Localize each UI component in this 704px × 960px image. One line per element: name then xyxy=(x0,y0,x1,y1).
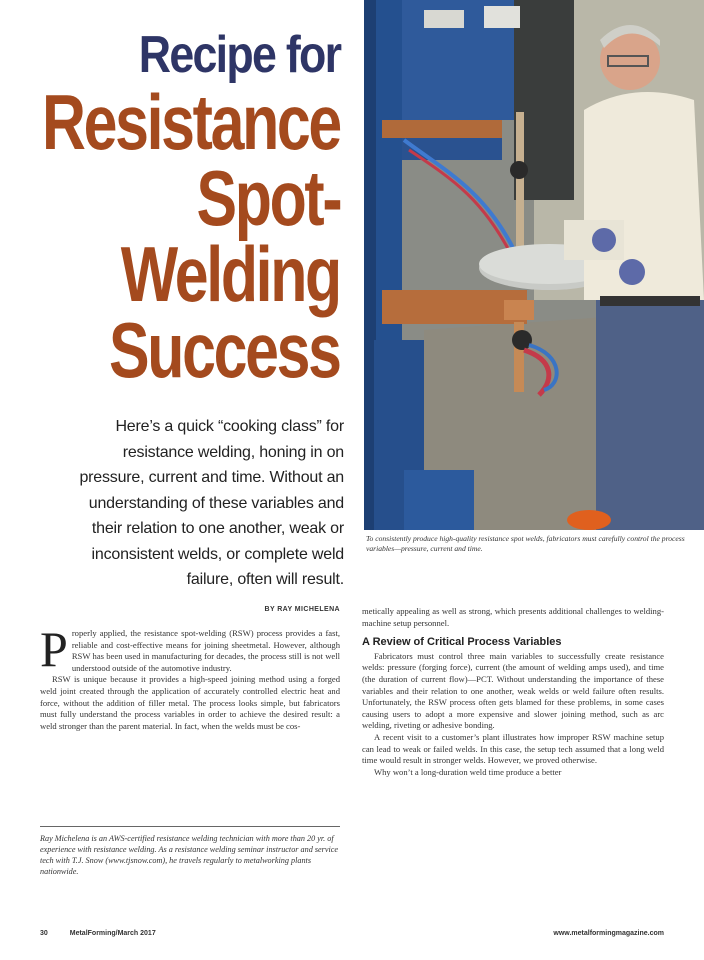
body-column-2 xyxy=(362,606,664,778)
paragraph-intro xyxy=(40,621,340,677)
author-bio: Ray Michelena is an AWS-certified resistance welding technician with more than 20 yr. of experience with resistance welding. As a resistance welding seminar instructor and service tech with T.J. Snow (www.tjsnow.com), he travels regularly to metalworking plants nationwide. xyxy=(40,826,340,877)
paragraph-long-duration: Why won’t a long-duration weld time produce a better xyxy=(374,766,562,777)
title-line-recipe-for: Recipe for xyxy=(138,26,340,84)
byline: BY RAY MICHELENA xyxy=(264,606,340,613)
page-number: 30 xyxy=(40,930,48,937)
title-line-spot: Spot- xyxy=(196,154,340,242)
paragraph-rsw-unique: RSW is unique because it provides a high-speed joining method using a forged weld joint created through the application of accurately controlled electric heat and force, without the addition of filler metal. The process looks simple, but fabricators must fully understand the process variables in order to achieve the desired result: a weld stronger than the parent material. In fact, when the welds must be cos- xyxy=(40,674,340,731)
title-line-success: Success xyxy=(109,306,340,394)
article-deck: Here’s a quick “cooking class” for resistance welding, honing in on pressure, current and time. Without an understanding of these variables and their relation to one another, weak or inconsistent welds, or complete weld failure, often will result. xyxy=(79,418,344,588)
photo-caption: To consistently produce high-quality resistance spot welds, fabricators must carefully control the process variables—pressure, current and time. xyxy=(366,534,685,553)
paragraph-continued: metically appealing as well as strong, which presents additional challenges to welding-machine setup personnel. xyxy=(362,606,664,628)
paragraph-variables: Fabricators must control three main variables to successfully create resistance welds: pressure (forging force), current (the amount of welding amps used), and time (the duration of current flow)—PCT. Without understanding the importance of these variables and their relation to one another, weak welds or weld failure often results. Unfortunately, the RSW process often gets blamed for these problems, in some cases causing users to adopt a more expensive and slower joining method, such as arc welding, riveting or adhesive bonding. xyxy=(362,650,664,731)
body-column-1 xyxy=(40,621,340,732)
subhead-critical-variables: A Review of Critical Process Variables xyxy=(362,636,562,649)
title-line-resistance: Resistance xyxy=(42,78,340,166)
welding-machine-photo xyxy=(364,0,704,530)
paragraph-intro-text: roperly applied, the resistance spot-welding (RSW) process provides a fast, reliable and cost-effective means for joining sheetmetal. However, although RSW has been used in manufacturing for decades, the process still is not well understood outside of the automotive industry. xyxy=(71,628,340,673)
magazine-url: www.metalformingmagazine.com xyxy=(553,930,664,937)
paragraph-customer-visit: A recent visit to a customer’s plant illustrates how improper RSW machine setup can lead to weak or failed welds. In this case, the setup tech assumed that a long weld time would result in stronger welds. However, we proved otherwise. xyxy=(362,731,664,766)
drop-cap: P xyxy=(40,621,68,677)
page-footer xyxy=(40,930,664,937)
issue-name: MetalForming/March 2017 xyxy=(69,930,156,937)
title-line-welding: Welding xyxy=(120,230,340,318)
